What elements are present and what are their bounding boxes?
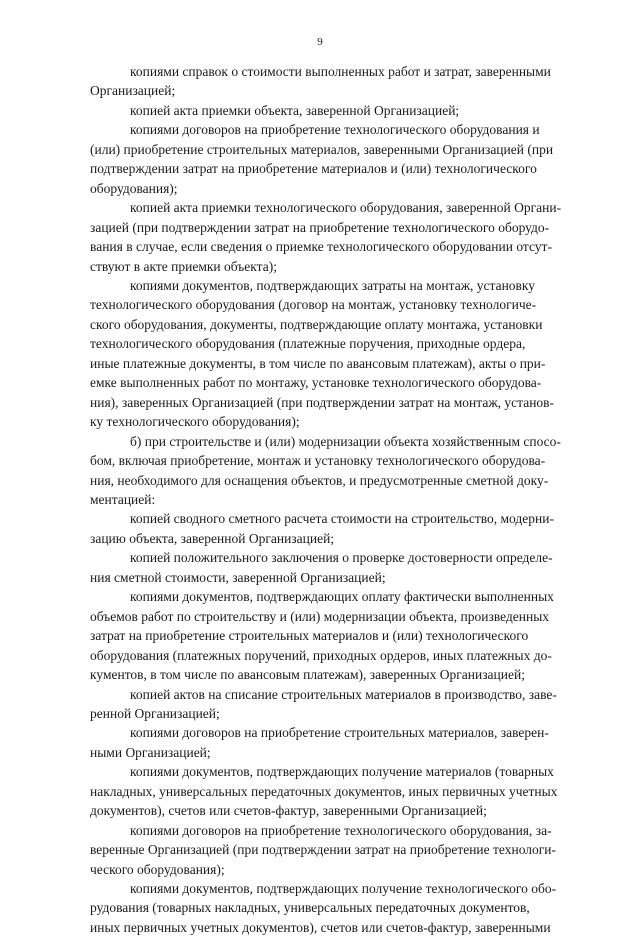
paragraph-2: копией акта приемки объекта, заверенной Организацией;	[130, 102, 460, 118]
page-number: 9	[317, 36, 323, 48]
paragraph-4: копией акта приемки технологического оборудования, заверенной Органи- зацией (при подтверждении затрат на приобретение технологического оборудо- вания в случае, если сведения о приемке технологического оборудовании отсут- ствуют в акте приемки объекта);	[90, 200, 562, 274]
paragraph-13: копиями договоров на приобретение технологического оборудования, за- веренные Организацией (при подтверждении затрат на приобретение технологи- ческого оборудования);	[90, 822, 557, 877]
document-body	[90, 62, 612, 937]
paragraph-9: копиями документов, подтверждающих оплату фактически выполненных объемов работ по строительству и (или) модернизации объекта, произведенных затрат на приобретение строительных материалов и (или) технологического оборудования (платежных поручений, приходных ордеров, иных платежных до- кументов, в том числе по авансовым платежам), заверенных Организацией;	[90, 589, 554, 683]
paragraph-1: копиями справок о стоимости выполненных работ и затрат, заверенными Организацией;	[90, 64, 551, 99]
paragraph-10: копией актов на списание строительных материалов в производство, заве- ренной Организацией;	[90, 686, 557, 721]
paragraph-3: копиями договоров на приобретение технологического оборудования и (или) приобретение строительных материалов, заверенными Организацией (при подтверждении затрат на приобретение материалов и (или) технологического оборудования);	[90, 122, 554, 196]
paragraph-6: б) при строительстве и (или) модернизации объекта хозяйственным спосо- бом, включая приобретение, монтаж и установку технологического оборудова- ния, необходимого для оснащения объектов, и предусмотренные сметной доку- ментацией:	[90, 433, 561, 507]
paragraph-7: копией сводного сметного расчета стоимости на строительство, модерни- зацию объекта, заверенной Организацией;	[90, 511, 554, 546]
paragraph-5: копиями документов, подтверждающих затраты на монтаж, установку технологического оборудования (договор на монтаж, установку технологиче- ского оборудования, документы, подтверждающие оплату монтажа, установки технологического оборудования (платежные поручения, приходные ордера, иные платежные документы, в том числе по авансовым платежам), акты о при- емке выполненных работ по монтажу, установке технологического оборудова- ния), заверенных Организацией (при подтверждении затрат на монтаж, установ- ку технологического оборудования);	[90, 277, 555, 430]
paragraph-8: копией положительного заключения о проверке достоверности определе- ния сметной стоимости, заверенной Организацией;	[90, 550, 553, 585]
paragraph-11: копиями договоров на приобретение строительных материалов, заверен- ными Организацией;	[90, 725, 549, 760]
paragraph-14: копиями документов, подтверждающих получение технологического обо- рудования (товарных накладных, универсальных передаточных документов, иных первичных учетных документов), счетов или счетов-фактур, заверенными	[90, 881, 557, 935]
paragraph-12: копиями документов, подтверждающих получение материалов (товарных накладных, универсальных передаточных документов, иных первичных учетных документов), счетов или счетов-фактур, заверенными Организацией;	[90, 764, 558, 819]
